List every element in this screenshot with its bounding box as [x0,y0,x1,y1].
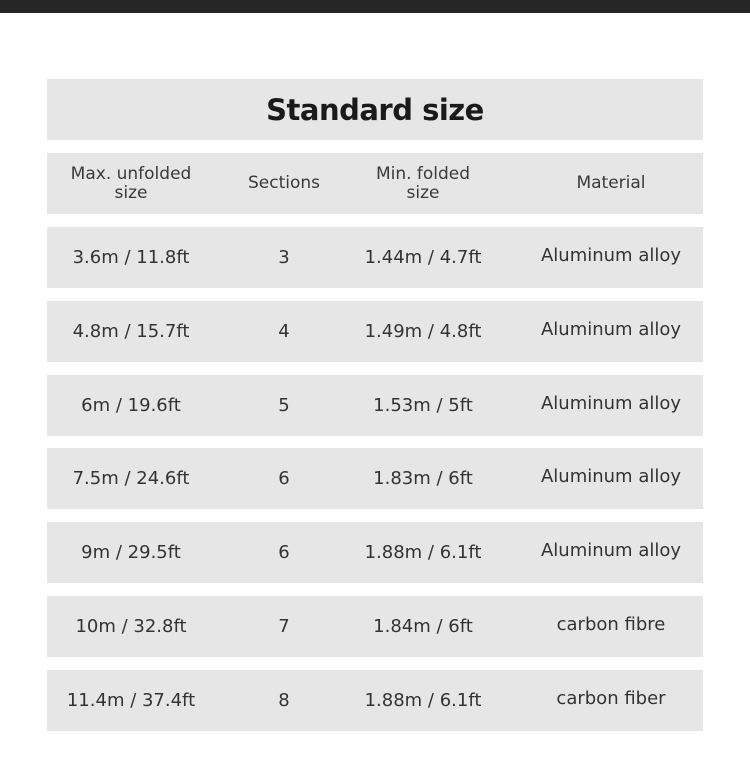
cell-max-unfolded: 3.6m / 11.8ft [72,247,190,268]
page-title: Standard size [266,92,484,127]
cell-material: Aluminum alloy [540,540,682,561]
cell-min-folded: 1.84m / 6ft [373,616,473,637]
table-row [47,448,703,509]
cell-min-folded: 1.88m / 6.1ft [364,542,482,563]
table-row [47,375,703,436]
title-band [47,79,703,140]
cell-max-unfolded: 4.8m / 15.7ft [72,321,190,342]
table-row [47,301,703,362]
cell-min-folded: 1.49m / 4.8ft [364,321,482,342]
cell-sections: 6 [278,542,290,563]
table-row [47,596,703,657]
cell-sections: 7 [278,616,290,637]
cell-sections: 3 [278,247,290,268]
cell-sections: 8 [278,690,290,711]
cell-min-folded: 1.88m / 6.1ft [364,690,482,711]
cell-material: Aluminum alloy [540,466,682,487]
cell-material: carbon fibre [556,614,666,635]
cell-material: carbon fiber [556,688,666,709]
cell-sections: 5 [278,395,290,416]
cell-sections: 6 [278,468,290,489]
cell-max-unfolded: 11.4m / 37.4ft [66,690,196,711]
cell-max-unfolded: 10m / 32.8ft [75,616,187,637]
cell-max-unfolded: 7.5m / 24.6ft [72,468,190,489]
table-header [47,153,703,214]
cell-material: Aluminum alloy [540,245,682,266]
header-sections: Sections [247,173,321,193]
cell-max-unfolded: 9m / 29.5ft [81,542,181,563]
cell-min-folded: 1.53m / 5ft [373,395,473,416]
header-material: Material [576,173,646,193]
cell-min-folded: 1.44m / 4.7ft [364,247,482,268]
header-max-unfolded: Max. unfolded size [70,163,192,203]
cell-max-unfolded: 6m / 19.6ft [81,395,181,416]
cell-material: Aluminum alloy [540,319,682,340]
table-row [47,227,703,288]
top-bar [0,0,750,13]
cell-material: Aluminum alloy [540,393,682,414]
table-row [47,522,703,583]
cell-sections: 4 [278,321,290,342]
header-min-folded: Min. folded size [375,163,471,203]
table-row [47,670,703,731]
cell-min-folded: 1.83m / 6ft [373,468,473,489]
